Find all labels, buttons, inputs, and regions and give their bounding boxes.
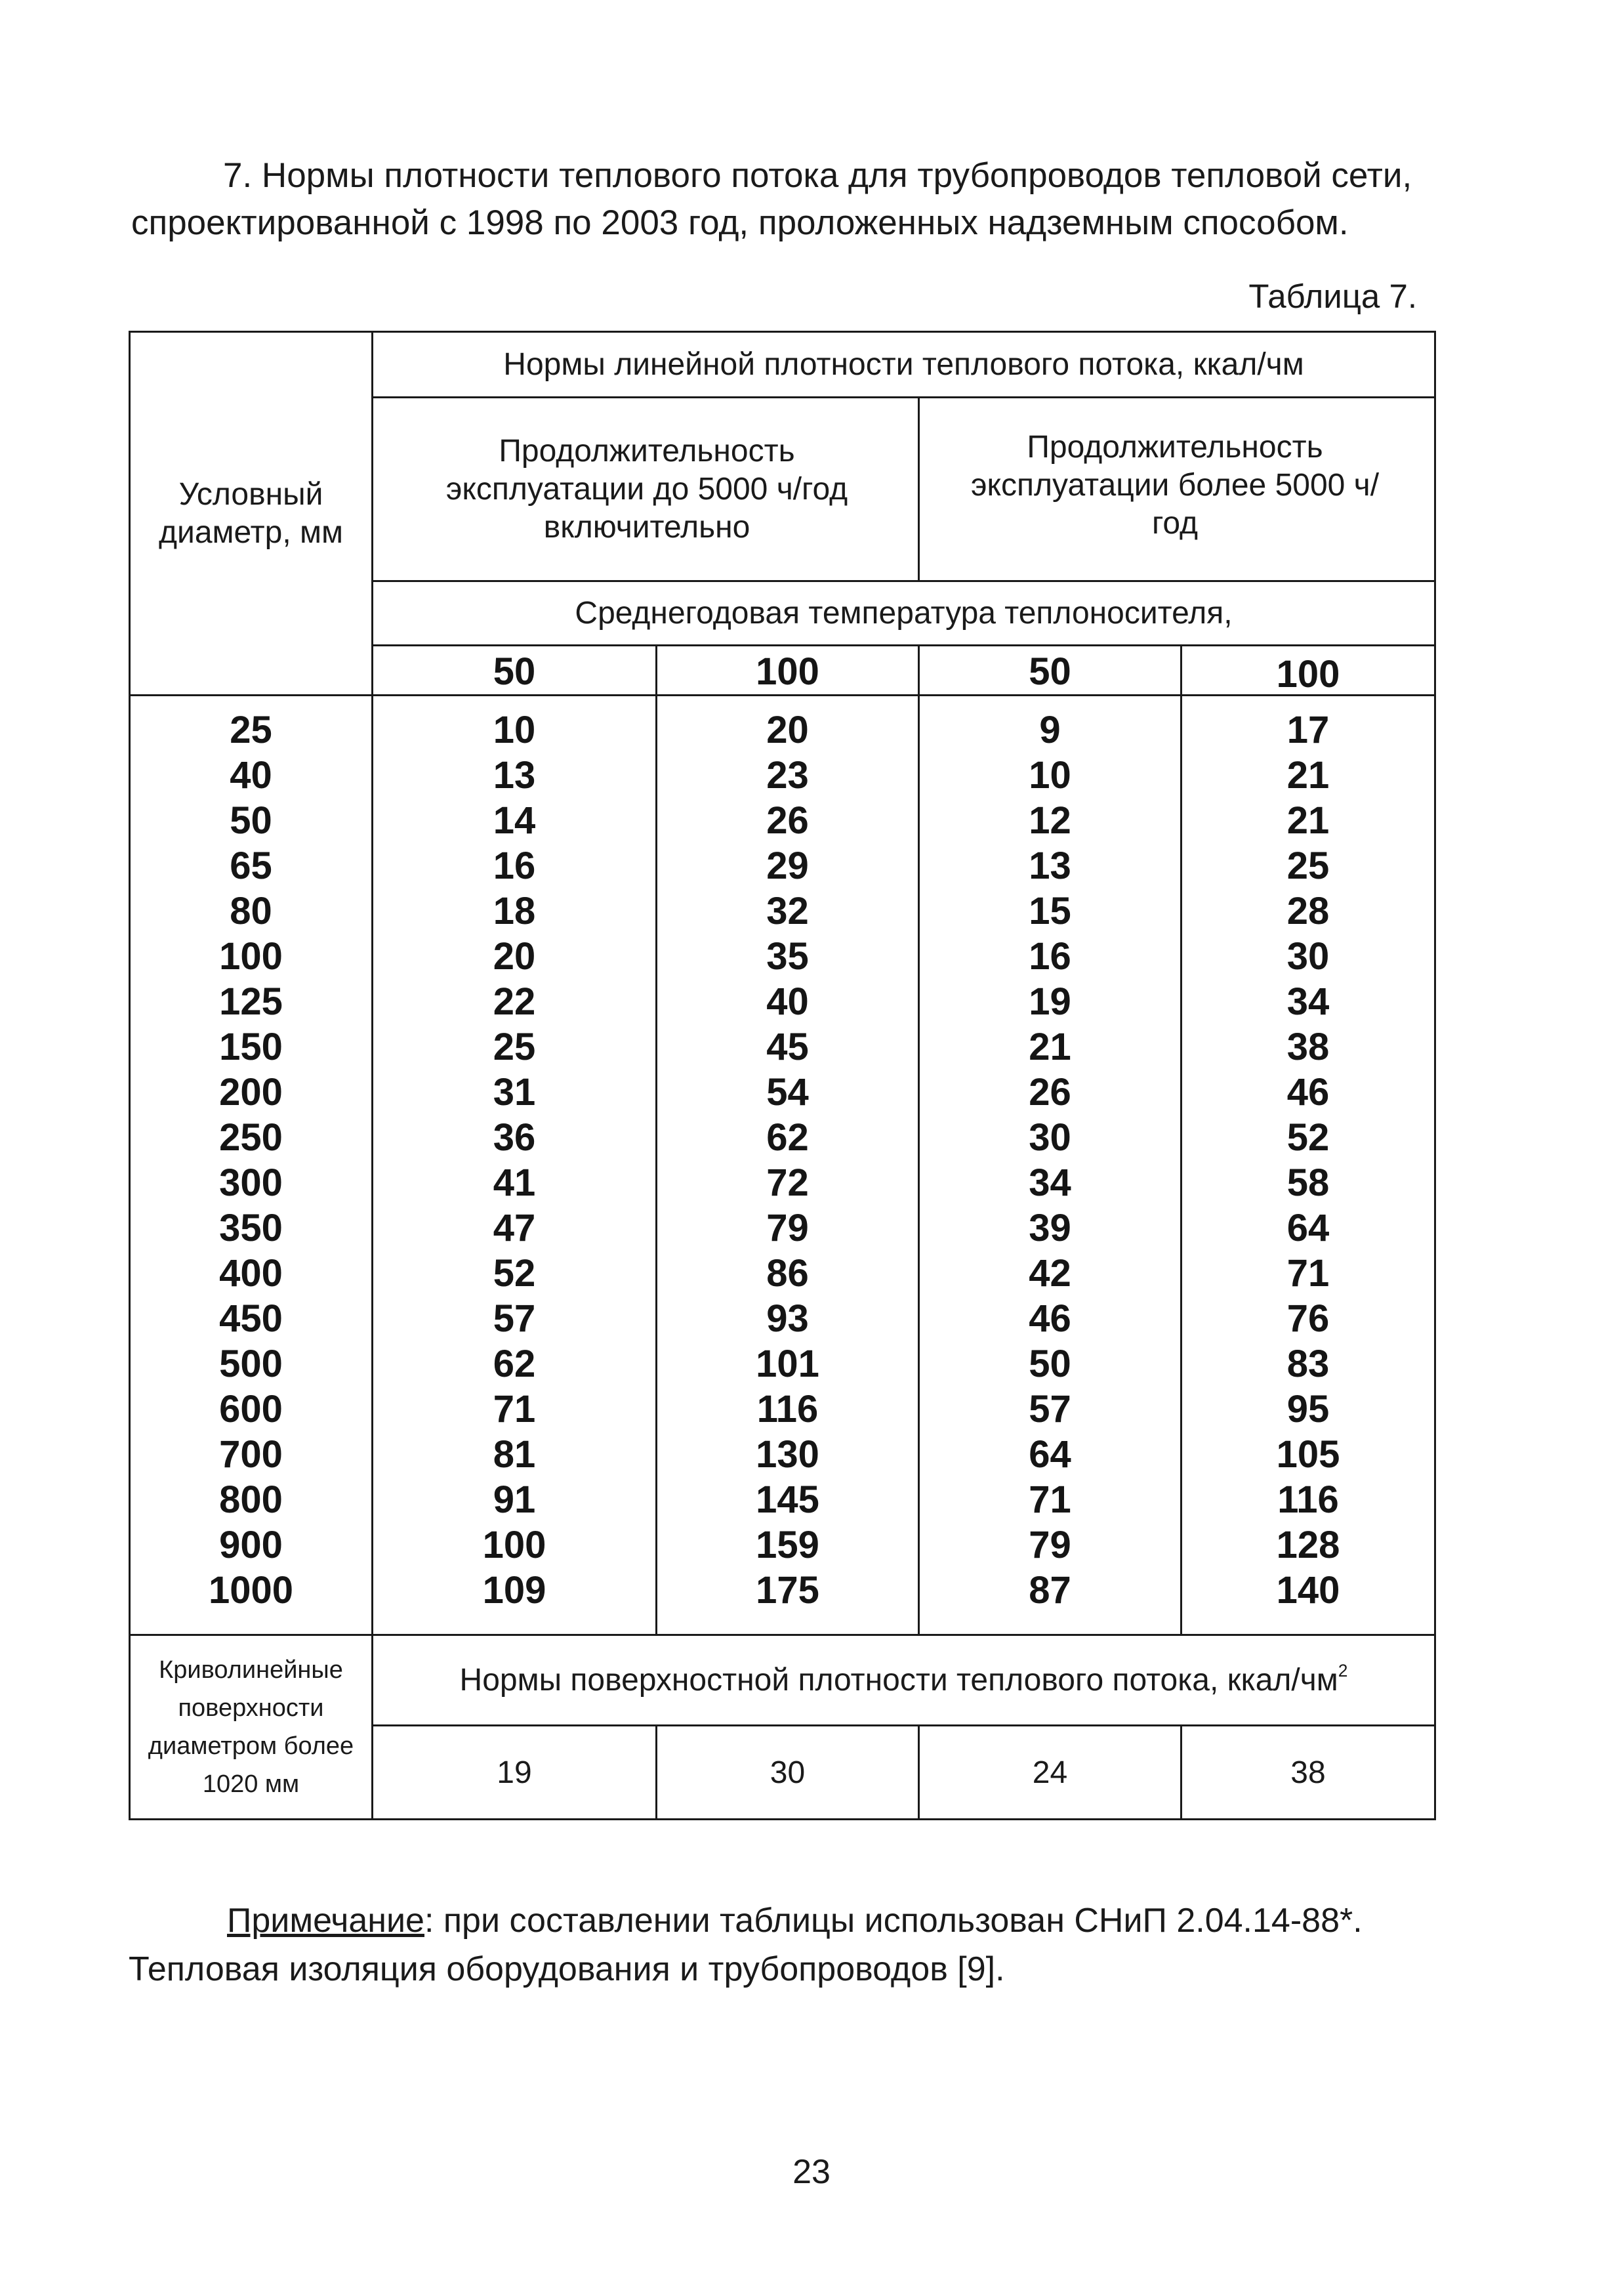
le5000-t100-cell: 101 <box>756 1343 819 1385</box>
diameter-cell: 100 <box>219 935 283 978</box>
le5000-t50-cell: 47 <box>493 1207 536 1249</box>
le5000-t50-cell: 20 <box>493 935 536 978</box>
le5000-t100-cell: 32 <box>766 890 809 932</box>
footnote-line-2: Тепловая изоляция оборудования и трубопроводов [9]. <box>129 1950 1005 1988</box>
gt5000-t100-cell: 140 <box>1276 1569 1340 1612</box>
curved-surfaces-label: Криволинейные поверхности диаметром более 1020 мм <box>148 1656 354 1798</box>
le5000-t100-cell: 35 <box>766 935 809 978</box>
gt5000-t50-cell: 19 <box>1029 980 1071 1023</box>
gt5000-t50-cell: 16 <box>1029 935 1071 978</box>
gt5000-t50-cell: 79 <box>1029 1524 1071 1566</box>
gt5000-t50-cell: 26 <box>1029 1071 1071 1114</box>
gt5000-t100-cell: 71 <box>1286 1252 1330 1295</box>
gt5000-t100-cell: 52 <box>1286 1116 1330 1159</box>
footnote-label: Примечание <box>227 1902 424 1940</box>
le5000-t100-cell: 116 <box>756 1388 819 1430</box>
gt5000-t50-cell: 9 <box>1039 709 1061 751</box>
gt5000-t50-cell: 21 <box>1029 1026 1071 1068</box>
gt5000-t50-cell: 50 <box>1029 1343 1071 1385</box>
gt5000-t50-cell: 39 <box>1029 1207 1071 1249</box>
gt5000-t100-cell: 38 <box>1286 1026 1330 1068</box>
diameter-cell: 400 <box>219 1252 283 1295</box>
duration-le-5000-header: Продолжительность эксплуатации до 5000 ч/год включительно <box>445 433 848 545</box>
gt5000-t100-cell: 116 <box>1277 1478 1339 1521</box>
surface-density-header-sup: 2 <box>1338 1660 1348 1680</box>
le5000-t100-cell: 93 <box>766 1297 809 1340</box>
gt5000-t50-cell: 57 <box>1029 1388 1071 1430</box>
diameter-cell: 40 <box>230 754 272 797</box>
diameter-cell: 1000 <box>208 1569 294 1612</box>
le5000-t100-cell: 54 <box>766 1071 809 1114</box>
gt5000-t50-cell: 87 <box>1029 1569 1071 1612</box>
gt5000-t100-cell: 28 <box>1286 890 1330 932</box>
temperature-header: Среднегодовая температура теплоносителя, <box>575 595 1233 631</box>
diameter-cell: 25 <box>230 709 272 751</box>
gt5000-t50-cell: 15 <box>1029 890 1071 932</box>
gt5000-t50-cell: 42 <box>1029 1252 1071 1295</box>
gt5000-t100-cell: 105 <box>1276 1433 1340 1476</box>
temp-col-4: 100 <box>1276 653 1340 696</box>
le5000-t100-cell: 159 <box>756 1524 819 1566</box>
page-number: 23 <box>792 2153 831 2191</box>
gt5000-t100-cell: 17 <box>1286 709 1330 751</box>
gt5000-t100-cell: 46 <box>1286 1071 1330 1114</box>
le5000-t50-cell: 14 <box>493 799 536 842</box>
temp-col-2: 100 <box>756 650 819 693</box>
le5000-t50-cell: 18 <box>493 890 536 932</box>
diameter-cell: 125 <box>219 980 283 1023</box>
le5000-t50-cell: 62 <box>493 1343 536 1385</box>
gt5000-t50-cell: 64 <box>1029 1433 1071 1476</box>
le5000-t50-cell: 31 <box>493 1071 536 1114</box>
le5000-t50-cell: 71 <box>493 1388 536 1430</box>
le5000-t50-cell: 25 <box>493 1026 536 1068</box>
diameter-cell: 350 <box>219 1207 283 1249</box>
heading-line-1: 7. Нормы плотности теплового потока для трубопроводов тепловой сети, <box>223 156 1412 195</box>
le5000-t50-cell: 22 <box>493 980 536 1023</box>
diameter-cell: 250 <box>219 1116 283 1159</box>
gt5000-t100-cell: 30 <box>1286 935 1330 978</box>
le5000-t50-cell: 16 <box>493 845 536 887</box>
temp-col-1: 50 <box>493 650 536 693</box>
le5000-t100-cell: 130 <box>756 1433 819 1476</box>
diameter-header: Условный диаметр, мм <box>159 476 343 550</box>
gt5000-t100-cell: 58 <box>1286 1161 1330 1204</box>
diameter-cell: 600 <box>219 1388 283 1430</box>
linear-density-header: Нормы линейной плотности теплового потока, ккал/чм <box>503 346 1304 382</box>
le5000-t50-cell: 100 <box>482 1524 546 1566</box>
le5000-t100-cell: 79 <box>766 1207 809 1249</box>
gt5000-t100-cell: 83 <box>1286 1343 1330 1385</box>
gt5000-t100-cell: 21 <box>1286 754 1330 797</box>
surface-value-1: 19 <box>497 1755 532 1790</box>
le5000-t100-cell: 62 <box>766 1116 809 1159</box>
le5000-t100-cell: 72 <box>766 1161 809 1204</box>
diameter-cell: 80 <box>230 890 272 932</box>
le5000-t50-cell: 10 <box>493 709 536 751</box>
norms-table <box>129 331 1436 1820</box>
diameter-cell: 800 <box>219 1478 283 1521</box>
gt5000-t50-cell: 10 <box>1029 754 1071 797</box>
gt5000-t50-cell: 71 <box>1029 1478 1071 1521</box>
le5000-t100-cell: 45 <box>766 1026 809 1068</box>
surface-value-2: 30 <box>770 1755 806 1790</box>
diameter-cell: 50 <box>230 799 272 842</box>
le5000-t100-cell: 23 <box>766 754 809 797</box>
diameter-cell: 900 <box>219 1524 283 1566</box>
le5000-t50-cell: 13 <box>493 754 536 797</box>
le5000-t50-cell: 36 <box>493 1116 536 1159</box>
duration-gt-5000-header: Продолжительность эксплуатации более 5000 ч/год <box>970 430 1380 541</box>
le5000-t50-cell: 109 <box>482 1569 546 1612</box>
le5000-t100-cell: 86 <box>766 1252 809 1295</box>
diameter-cell: 700 <box>219 1433 283 1476</box>
surface-density-header <box>373 1636 1434 1724</box>
gt5000-t100-cell: 34 <box>1286 980 1330 1023</box>
diameter-cell: 200 <box>219 1071 283 1114</box>
section-heading <box>131 152 1437 247</box>
heading-line-2: спроектированной с 1998 по 2003 год, проложенных надземным способом. <box>131 203 1349 242</box>
gt5000-t100-cell: 95 <box>1286 1388 1330 1430</box>
gt5000-t50-cell: 13 <box>1029 845 1071 887</box>
gt5000-t50-cell: 46 <box>1029 1297 1071 1340</box>
gt5000-t100-cell: 128 <box>1276 1524 1340 1566</box>
le5000-t50-cell: 52 <box>493 1252 536 1295</box>
footnote-text: : при составлении таблицы использован СНиП 2.04.14-88*. <box>424 1902 1363 1940</box>
le5000-t100-cell: 20 <box>766 709 809 751</box>
gt5000-t50-cell: 34 <box>1029 1161 1071 1204</box>
le5000-t100-cell: 175 <box>756 1569 819 1612</box>
gt5000-t100-cell: 64 <box>1286 1207 1330 1249</box>
gt5000-t100-cell: 76 <box>1286 1297 1330 1340</box>
gt5000-t100-cell: 21 <box>1286 799 1330 842</box>
temp-col-3: 50 <box>1029 650 1071 693</box>
surface-value-4: 38 <box>1290 1755 1326 1790</box>
surface-density-header-text: Нормы поверхностной плотности теплового потока, ккал/чм <box>459 1662 1338 1698</box>
diameter-cell: 500 <box>219 1343 283 1385</box>
table-caption: Таблица 7. <box>1248 278 1417 315</box>
gt5000-t50-cell: 30 <box>1029 1116 1071 1159</box>
diameter-cell: 65 <box>230 845 272 887</box>
diameter-cell: 300 <box>219 1161 283 1204</box>
le5000-t50-cell: 41 <box>493 1161 536 1204</box>
le5000-t100-cell: 145 <box>756 1478 819 1521</box>
diameter-cell: 150 <box>219 1026 283 1068</box>
le5000-t100-cell: 40 <box>766 980 809 1023</box>
le5000-t50-cell: 91 <box>493 1478 536 1521</box>
le5000-t50-cell: 57 <box>493 1297 536 1340</box>
gt5000-t100-cell: 25 <box>1286 845 1330 887</box>
le5000-t100-cell: 29 <box>766 845 809 887</box>
surface-value-3: 24 <box>1032 1755 1068 1790</box>
diameter-cell: 450 <box>219 1297 283 1340</box>
le5000-t50-cell: 81 <box>493 1433 536 1476</box>
gt5000-t50-cell: 12 <box>1029 799 1071 842</box>
le5000-t100-cell: 26 <box>766 799 809 842</box>
footnote <box>129 1896 1436 1993</box>
